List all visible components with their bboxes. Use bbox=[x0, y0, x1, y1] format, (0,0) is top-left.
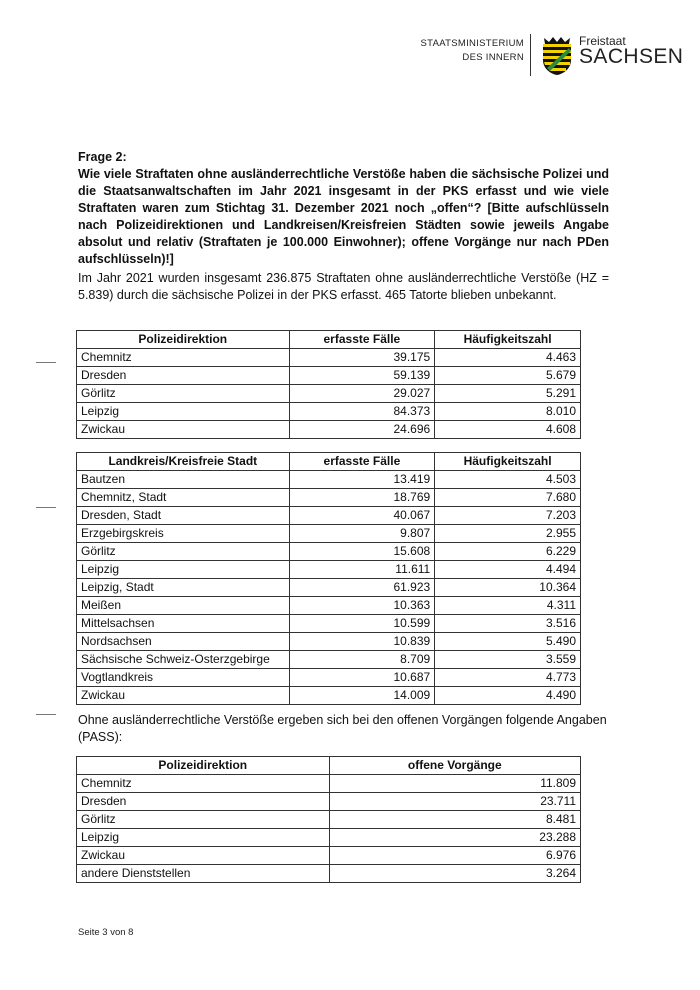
frequency-cell: 7.680 bbox=[435, 489, 581, 507]
table-row bbox=[77, 349, 581, 367]
table-row bbox=[77, 385, 581, 403]
cases-cell: 11.611 bbox=[289, 561, 435, 579]
row-label: Zwickau bbox=[77, 687, 290, 705]
coat-of-arms-icon bbox=[541, 36, 573, 76]
cases-cell: 10.599 bbox=[289, 615, 435, 633]
freistaat-sachsen-logo bbox=[541, 34, 684, 78]
table-row bbox=[77, 669, 581, 687]
row-label: Görlitz bbox=[77, 385, 290, 403]
cases-cell: 13.419 bbox=[289, 471, 435, 489]
table-header-row bbox=[77, 331, 581, 349]
frequency-cell: 3.516 bbox=[435, 615, 581, 633]
table-row bbox=[77, 615, 581, 633]
row-label: Sächsische Schweiz-Osterzgebirge bbox=[77, 651, 290, 669]
column-header: Polizeidirektion bbox=[77, 757, 330, 775]
table-header-row bbox=[77, 453, 581, 471]
margin-mark bbox=[36, 362, 56, 363]
cases-cell: 39.175 bbox=[289, 349, 435, 367]
open-cases-table bbox=[76, 756, 581, 883]
open-cases-intro: Ohne ausländerrechtliche Verstöße ergeben sich bei den offenen Vorgängen folgende Angaben (PASS): bbox=[78, 713, 607, 744]
row-label: Dresden bbox=[77, 367, 290, 385]
frequency-cell: 6.229 bbox=[435, 543, 581, 561]
row-label: Leipzig bbox=[77, 403, 290, 421]
row-label: Chemnitz bbox=[77, 349, 290, 367]
frequency-cell: 5.291 bbox=[435, 385, 581, 403]
margin-mark bbox=[36, 507, 56, 508]
row-label: Dresden, Stadt bbox=[77, 507, 290, 525]
row-label: Meißen bbox=[77, 597, 290, 615]
row-label: Dresden bbox=[77, 793, 330, 811]
row-label: Bautzen bbox=[77, 471, 290, 489]
column-header: Polizeidirektion bbox=[77, 331, 290, 349]
frequency-cell: 5.490 bbox=[435, 633, 581, 651]
table-row bbox=[77, 775, 581, 793]
open-cases-cell: 3.264 bbox=[329, 865, 580, 883]
cases-cell: 59.139 bbox=[289, 367, 435, 385]
column-header: erfasste Fälle bbox=[289, 331, 435, 349]
row-label: andere Dienststellen bbox=[77, 865, 330, 883]
frequency-cell: 4.608 bbox=[435, 421, 581, 439]
cases-cell: 10.687 bbox=[289, 669, 435, 687]
table-row bbox=[77, 597, 581, 615]
logo-text-small: Freistaat bbox=[579, 34, 626, 48]
cases-cell: 10.363 bbox=[289, 597, 435, 615]
cases-cell: 84.373 bbox=[289, 403, 435, 421]
frequency-cell: 4.490 bbox=[435, 687, 581, 705]
row-label: Leipzig bbox=[77, 829, 330, 847]
header-divider bbox=[530, 34, 531, 76]
row-label: Erzgebirgskreis bbox=[77, 525, 290, 543]
table-row bbox=[77, 421, 581, 439]
question-block bbox=[78, 149, 609, 268]
table-row bbox=[77, 811, 581, 829]
column-header: Häufigkeitszahl bbox=[435, 331, 581, 349]
cases-cell: 10.839 bbox=[289, 633, 435, 651]
frequency-cell: 4.494 bbox=[435, 561, 581, 579]
cases-cell: 8.709 bbox=[289, 651, 435, 669]
ministry-name bbox=[406, 37, 524, 65]
open-cases-cell: 6.976 bbox=[329, 847, 580, 865]
frequency-cell: 4.773 bbox=[435, 669, 581, 687]
column-header: Landkreis/Kreisfreie Stadt bbox=[77, 453, 290, 471]
table-row bbox=[77, 847, 581, 865]
frequency-cell: 4.503 bbox=[435, 471, 581, 489]
table-row bbox=[77, 793, 581, 811]
frequency-cell: 10.364 bbox=[435, 579, 581, 597]
row-label: Leipzig, Stadt bbox=[77, 579, 290, 597]
table-row bbox=[77, 651, 581, 669]
table-row bbox=[77, 633, 581, 651]
frequency-cell: 8.010 bbox=[435, 403, 581, 421]
frequency-cell: 2.955 bbox=[435, 525, 581, 543]
ministry-line-2: DES INNERN bbox=[462, 52, 524, 63]
open-cases-cell: 23.711 bbox=[329, 793, 580, 811]
row-label: Leipzig bbox=[77, 561, 290, 579]
cases-cell: 15.608 bbox=[289, 543, 435, 561]
open-cases-cell: 8.481 bbox=[329, 811, 580, 829]
frequency-cell: 3.559 bbox=[435, 651, 581, 669]
table-row bbox=[77, 865, 581, 883]
table-row bbox=[77, 489, 581, 507]
cases-cell: 18.769 bbox=[289, 489, 435, 507]
frequency-cell: 4.463 bbox=[435, 349, 581, 367]
margin-mark bbox=[36, 714, 56, 715]
row-label: Görlitz bbox=[77, 543, 290, 561]
column-header: erfasste Fälle bbox=[289, 453, 435, 471]
table-row bbox=[77, 471, 581, 489]
table-row bbox=[77, 561, 581, 579]
table-row bbox=[77, 367, 581, 385]
table-row bbox=[77, 687, 581, 705]
column-header: Häufigkeitszahl bbox=[435, 453, 581, 471]
table-row bbox=[77, 525, 581, 543]
row-label: Vogtlandkreis bbox=[77, 669, 290, 687]
open-cases-cell: 11.809 bbox=[329, 775, 580, 793]
table-row bbox=[77, 543, 581, 561]
cases-cell: 24.696 bbox=[289, 421, 435, 439]
district-table bbox=[76, 452, 581, 705]
cases-cell: 40.067 bbox=[289, 507, 435, 525]
table-row bbox=[77, 579, 581, 597]
table-row bbox=[77, 403, 581, 421]
cases-cell: 29.027 bbox=[289, 385, 435, 403]
answer-intro: Im Jahr 2021 wurden insgesamt 236.875 Straftaten ohne ausländerrechtliche Verstöße (HZ = 5.839) durch die sächsische Polizei in der PKS erfasst. 465 Tatorte blieben unbekannt. bbox=[78, 271, 609, 302]
row-label: Mittelsachsen bbox=[77, 615, 290, 633]
open-cases-cell: 23.288 bbox=[329, 829, 580, 847]
logo-text-big: SACHSEN bbox=[579, 45, 684, 68]
column-header: offene Vorgänge bbox=[329, 757, 580, 775]
page-number: Seite 3 von 8 bbox=[78, 927, 134, 938]
row-label: Zwickau bbox=[77, 421, 290, 439]
frequency-cell: 5.679 bbox=[435, 367, 581, 385]
table-row bbox=[77, 829, 581, 847]
frequency-cell: 4.311 bbox=[435, 597, 581, 615]
row-label: Chemnitz bbox=[77, 775, 330, 793]
row-label: Görlitz bbox=[77, 811, 330, 829]
ministry-line-1: STAATSMINISTERIUM bbox=[420, 38, 524, 49]
cases-cell: 61.923 bbox=[289, 579, 435, 597]
question-title: Frage 2: bbox=[78, 150, 127, 164]
row-label: Zwickau bbox=[77, 847, 330, 865]
question-text: Wie viele Straftaten ohne ausländerrechtliche Verstöße haben die sächsische Polizei und die Staatsanwaltschaften im Jahr 2021 insgesamt in der PKS erfasst und wie viele Straftaten waren zum Stichtag 31. Dezember 2021 noch „offen“? [Bitte aufschlüsseln nach Polizeidirektionen und Landkreisen/Kreisfreien Städten sowie jeweils Angabe absolut und relativ (Straftaten je 100.000 Einwohner); offene Vorgänge nur nach PDen aufschlüsseln)!] bbox=[78, 167, 609, 266]
cases-cell: 14.009 bbox=[289, 687, 435, 705]
table-row bbox=[77, 507, 581, 525]
table-header-row bbox=[77, 757, 581, 775]
cases-cell: 9.807 bbox=[289, 525, 435, 543]
row-label: Chemnitz, Stadt bbox=[77, 489, 290, 507]
police-directorate-table bbox=[76, 330, 581, 439]
row-label: Nordsachsen bbox=[77, 633, 290, 651]
frequency-cell: 7.203 bbox=[435, 507, 581, 525]
